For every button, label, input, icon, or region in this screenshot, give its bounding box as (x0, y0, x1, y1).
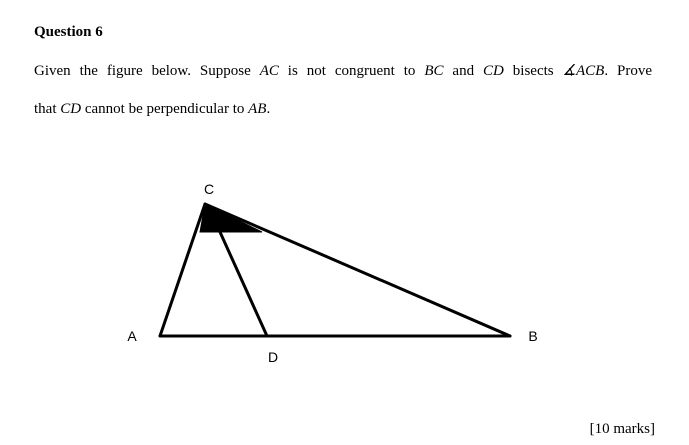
vertex-label-b: B (528, 328, 538, 344)
text-segment: that (34, 101, 61, 117)
vertex-label-c: C (203, 181, 215, 197)
math-segment-cd: CD (483, 63, 504, 79)
angle-bisect-marker (200, 204, 262, 232)
math-segment-ac: AC (259, 63, 279, 79)
marks-label: [10 marks] (589, 421, 655, 437)
text-segment: cannot be perpendicular to (81, 101, 249, 117)
text-segment: Given the figure below. Suppose (34, 63, 260, 79)
math-segment-angle-acb: ∡ACB (562, 63, 605, 79)
text-segment: bisects (503, 63, 563, 79)
math-segment-ab: AB (248, 101, 267, 117)
question-heading: Question 6 (34, 24, 103, 40)
text-segment: is not congruent to (278, 63, 425, 79)
segment-cb (205, 204, 510, 336)
text-segment: and (443, 63, 484, 79)
math-segment-bc: BC (424, 63, 444, 79)
segment-cd (220, 232, 267, 336)
math-segment-cd: CD (60, 101, 82, 117)
vertex-label-a: A (127, 328, 137, 344)
text-segment: . Prove (604, 63, 652, 79)
text-segment: . (266, 101, 271, 117)
segment-ac (160, 204, 205, 336)
point-label-d: D (267, 349, 279, 365)
